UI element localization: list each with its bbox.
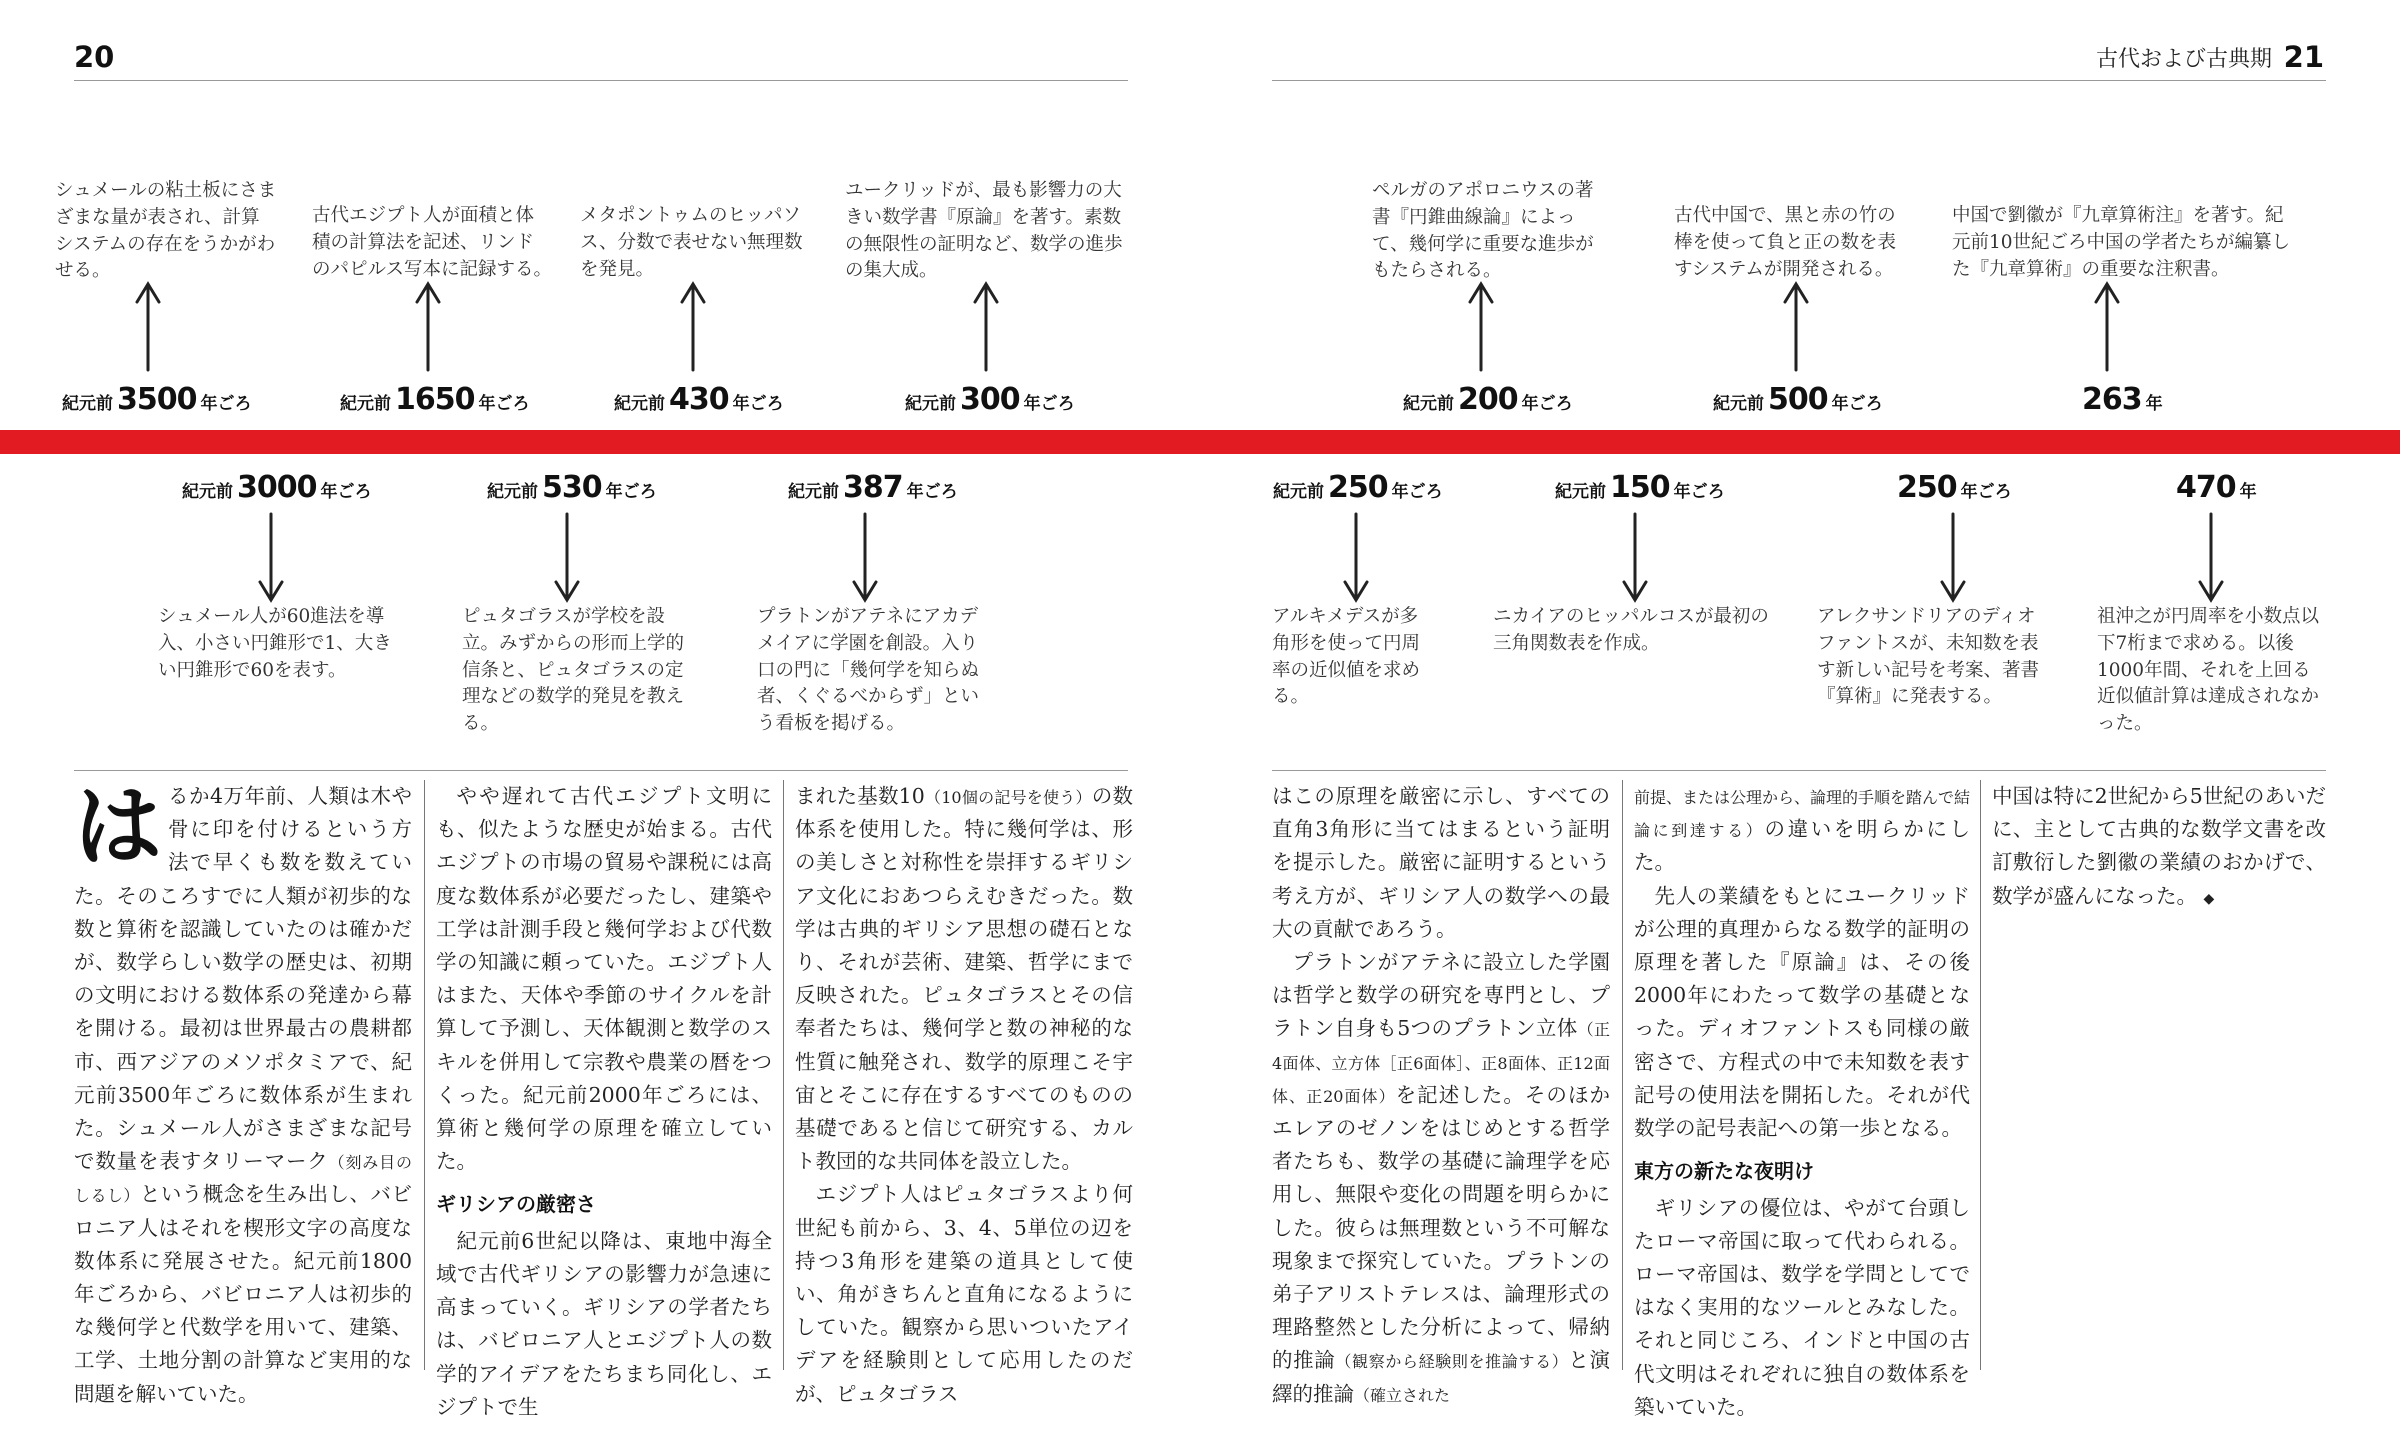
body-note: （刻み目のしるし） — [74, 1153, 412, 1206]
arrow-up-icon — [2092, 280, 2122, 372]
arrow-down-icon — [256, 512, 286, 604]
timeline-year-label: 263 年 — [2082, 382, 2163, 417]
body-column-2 — [436, 780, 772, 1424]
arrow-up-icon — [133, 280, 163, 372]
timeline-year-label: 250 年ごろ — [1897, 470, 2012, 505]
body-paragraph: やや遅れて古代エジプト文明にも、似たような歴史が始まる。古代エジプトの市場の貿易や課税には高度な数体系が必要だったし、建築や工学は計測手段と幾何学および代数学の知識に頼っていた。エジプト人はまた、天体や季節のサイクルを計算して予測し、天体観測と数学のスキルを併用して宗教や農業の暦をつくった。紀元前2000年ごろには、算術と幾何学の原理を確立していた。 — [436, 784, 772, 1174]
header-rule-left — [74, 80, 1128, 81]
timeline-year-label: 紀元前 500 年ごろ — [1713, 382, 1883, 417]
left-page-number: 20 — [74, 40, 115, 74]
timeline-year-label: 紀元前 430 年ごろ — [614, 382, 784, 417]
timeline-top-note: シュメールの粘土板にさまざまな量が表され、計算システムの存在をうかがわせる。 — [55, 180, 277, 282]
timeline-year-label: 紀元前 1650 年ごろ — [340, 382, 530, 417]
arrow-down-icon — [850, 512, 880, 604]
timeline-top-note: ユークリッドが、最も影響力の大きい数学書『原論』を著す。素数の無限性の証明など、数学の進歩の集大成。 — [845, 180, 1123, 282]
timeline-year-label: 紀元前 150 年ごろ — [1555, 470, 1725, 505]
header-rule-right — [1272, 80, 2326, 81]
body-note: （観察から経験則を推論する） — [1335, 1352, 1569, 1372]
timeline-bottom-note: プラトンがアテネにアカデメイアに学園を創設。入り口の門に「幾何学を知らぬ者、くぐるべからず」という看板を掲げる。 — [757, 606, 980, 735]
running-title: 古代および古典期 — [2095, 47, 2272, 72]
right-page-number: 21 — [2283, 40, 2324, 74]
timeline-bottom-note: アレクサンドリアのディオファントスが、未知数を表す新しい記号を考案、著書『算術』に発表する。 — [1817, 606, 2040, 708]
timeline-top-note: 古代エジプト人が面積と体積の計算法を記述、リンドのパピルス写本に記録する。 — [312, 205, 552, 280]
body-text: を記述した。そのほかエレアのゼノンをはじめとする哲学者たちも、数学の基礎に論理学を応用し、無限や変化の問題を明らかにした。彼らは無理数という不可解な現象まで探究していた。プラトンの弟子アリストテレスは、論理形式の理路整然とした分析によって、帰納的推論 — [1272, 1082, 1610, 1373]
timeline-bottom-note: シュメール人が60進法を導入、小さい円錐形で1、大きい円錐形で60を表す。 — [158, 606, 392, 681]
column-divider — [783, 780, 784, 1370]
body-column-6 — [1992, 780, 2326, 913]
body-text: プラトンがアテネに設立した学園は哲学と数学の研究を専門とし、プラトン自身も5つのプラトン立体 — [1272, 950, 1610, 1041]
column-divider — [1622, 780, 1623, 1370]
timeline-bottom-note: 祖沖之が円周率を小数点以下7桁まで求める。以後1000年間、それを上回る近似値計算は達成されなかった。 — [2097, 606, 2320, 735]
timeline-year-label: 紀元前 3000 年ごろ — [182, 470, 372, 505]
body-text: の数体系を使用した。特に幾何学は、形の美しさと対称性を崇拝するギリシア文化におあつらえむきだった。数学は古典的ギリシア思想の礎石となり、それが芸術、建築、哲学にまで反映された。ピュタゴラスとその信奉者たちは、幾何学と数の神秘的な性質に触発され、数学的原理こそ宇宙とそこに存在するすべてのものの基礎であると信じて研究する、カルト教団的な共同体を設立した。 — [795, 784, 1133, 1174]
body-text: まれた基数10 — [795, 784, 925, 808]
arrow-up-icon — [971, 280, 1001, 372]
body-text: 中国は特に2世紀から5世紀のあいだに、主として古典的な数学文書を改訂敷衍した劉徽の業績のおかげで、数学が盛んになった。 — [1992, 784, 2326, 908]
body-paragraph: エジプト人はピュタゴラスより何世紀も前から、3、4、5単位の辺を持つ3角形を建築の道具として使い、角がきちんと直角になるようにしていた。観察から思いついたアイデアを経験則として応用したのだが、ピュタゴラス — [795, 1182, 1133, 1406]
timeline-year-label: 470 年 — [2176, 470, 2257, 505]
timeline-year-label: 紀元前 530 年ごろ — [487, 470, 657, 505]
body-column-1 — [74, 774, 412, 1411]
body-rule-left — [74, 770, 1128, 771]
body-rule-right — [1272, 770, 2326, 771]
timeline-top-note: メタポントゥムのヒッパソス、分数で表せない無理数を発見。 — [580, 205, 803, 280]
timeline-top-note: ペルガのアポロニウスの著書『円錐曲線論』によって、幾何学に重要な進歩がもたらされる。 — [1372, 180, 1594, 282]
body-paragraph: ギリシアの優位は、やがて台頭したローマ帝国に取って代わられる。ローマ帝国は、数学を学問としてではなく実用的なツールとみなした。それと同じころ、インドと中国の古代文明はそれぞれに独自の数体系を築いていた。 — [1634, 1195, 1970, 1419]
arrow-down-icon — [552, 512, 582, 604]
timeline-year-label: 紀元前 250 年ごろ — [1273, 470, 1443, 505]
timeline-year-label: 紀元前 200 年ごろ — [1403, 382, 1573, 417]
arrow-down-icon — [1341, 512, 1371, 604]
body-paragraph: 先人の業績をもとにユークリッドが公理的真理からなる数学的証明の原理を著した『原論』は、その後2000年にわたって数学の基礎となった。ディオファントスも同様の厳密さで、方程式の中で未知数を表す記号の使用法を開拓した。それが代数学の記号表記への第一歩となる。 — [1634, 883, 1970, 1141]
body-note: （10個の記号を使う） — [924, 788, 1092, 807]
body-paragraph: 紀元前6世紀以降は、東地中海全域で古代ギリシアの影響力が急速に高まっていく。ギリシアの学者たちは、バビロニア人とエジプト人の数学的アイデアをたちまち同化し、エジプトで生 — [436, 1228, 772, 1419]
timeline-year-label: 紀元前 300 年ごろ — [905, 382, 1075, 417]
arrow-down-icon — [2196, 512, 2226, 604]
timeline-bar — [0, 430, 2400, 454]
timeline-bottom-note: アルキメデスが多角形を使って円周率の近似値を求める。 — [1272, 606, 1421, 708]
timeline-top-note: 中国で劉徽が『九章算術注』を著す。紀元前10世紀ごろ中国の学者たちが編纂した『九章算術』の重要な注釈書。 — [1952, 205, 2291, 280]
body-text: と演繹的推論 — [1272, 1348, 1610, 1406]
arrow-up-icon — [678, 280, 708, 372]
arrow-up-icon — [1781, 280, 1811, 372]
arrow-down-icon — [1938, 512, 1968, 604]
body-column-3 — [795, 780, 1133, 1411]
body-note: 前提、または公理から、論理的手順を踏んで結論に到達する） — [1634, 788, 1971, 841]
body-text: るか4万年前、人類は木や骨に印を付けるという方法で早くも数を数えていた。そのころすでに人類が初歩的な数と算術を認識していたのは確かだが、数学らしい数学の歴史は、初期の文明における数体系の発達から幕を開ける。最初は世界最古の農耕都市、西アジアのメソポタミアで、紀元前3500年ごろに数体系が生まれた。シュメール人がさまざまな記号で数量を表すタリーマーク — [74, 784, 412, 1174]
timeline-year-label: 紀元前 387 年ごろ — [788, 470, 958, 505]
body-text: という概念を生み出し、バビロニア人はそれを楔形文字の高度な数体系に発展させた。紀元前1800年ごろから、バビロニア人は初歩的な幾何学と代数学を用いて、建築、工学、土地分割の計算など実用的な問題を解いていた。 — [74, 1182, 412, 1406]
body-column-4 — [1272, 780, 1610, 1411]
arrow-up-icon — [413, 280, 443, 372]
column-divider — [1980, 780, 1981, 1370]
body-note: （正4面体、立方体［正6面体］、正8面体、正12面体、正20面体） — [1272, 1020, 1610, 1106]
timeline-bottom-note: ピュタゴラスが学校を設立。みずからの形而上学的信条と、ピュタゴラスの定理などの数学的発見を教える。 — [462, 606, 685, 735]
timeline-year-label: 紀元前 3500 年ごろ — [62, 382, 252, 417]
column-divider — [424, 780, 425, 1370]
body-text: の違いを明らかにした。 — [1634, 817, 1970, 875]
body-column-5 — [1634, 780, 1970, 1424]
arrow-up-icon — [1466, 280, 1496, 372]
section-heading: 東方の新たな夜明け — [1634, 1159, 1814, 1184]
drop-cap: は — [74, 774, 163, 878]
body-paragraph: はこの原理を厳密に示し、すべての直角3角形に当てはまるという証明を提示した。厳密に証明するという考え方が、ギリシア人の数学への最大の貢献であろう。 — [1272, 784, 1610, 941]
body-note: （確立された — [1354, 1385, 1451, 1405]
end-mark-icon: ◆ — [2203, 890, 2215, 907]
timeline-bottom-note: ニカイアのヒッパルコスが最初の三角関数表を作成。 — [1493, 606, 1769, 654]
section-heading: ギリシアの厳密さ — [436, 1192, 596, 1217]
timeline-top-note: 古代中国で、黒と赤の竹の棒を使って負と正の数を表すシステムが開発される。 — [1674, 205, 1897, 280]
arrow-down-icon — [1620, 512, 1650, 604]
